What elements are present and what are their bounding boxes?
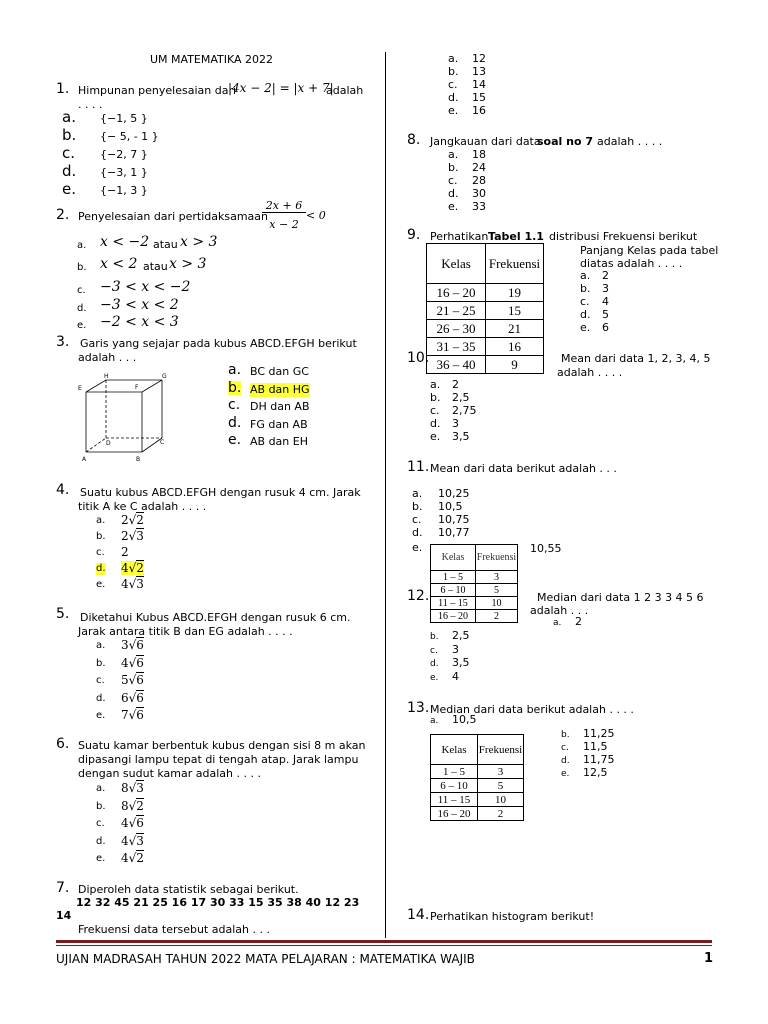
q4-option-c-value: [121, 545, 129, 559]
table-cell-kelas: 16 – 20: [427, 284, 486, 302]
q6-option-c-label: c.: [96, 818, 105, 829]
table-header-frekuensi: Frekuensi: [476, 545, 518, 571]
q1-text: Himpunan penyelesaian dari: [78, 84, 237, 97]
q11-text: Mean dari data berikut adalah . . .: [430, 462, 617, 475]
table-cell-kelas: 16 – 20: [431, 807, 478, 821]
q11-option-e-label: e.: [412, 541, 423, 554]
q12-option-e-value: 4: [452, 670, 459, 683]
q4-radicand: 2: [136, 513, 144, 527]
q5-radicand: 6: [136, 708, 144, 722]
cube-label-b: B: [136, 456, 141, 462]
cube-label-h: H: [104, 373, 109, 380]
q12-option-d-value: 3,5: [452, 656, 470, 669]
table-cell-frekuensi: 10: [476, 597, 518, 610]
footer-rule-thin: [56, 945, 712, 946]
q2-option-e-label: e.: [77, 320, 87, 331]
q2-option-a-value2: x > 3: [180, 234, 218, 250]
q6-option-a-value: [121, 781, 144, 795]
q7-number: 7.: [56, 880, 70, 896]
q2-option-b-value: x < 2: [100, 256, 138, 272]
q10-option-e-label: e.: [430, 430, 441, 443]
table-cell-kelas: 36 – 40: [427, 356, 486, 374]
q4-coefficient: 2: [121, 529, 129, 543]
q4-text-line1: Suatu kubus ABCD.EFGH dengan rusuk 4 cm. Jarak: [80, 486, 361, 499]
q10-option-a-label: a.: [430, 378, 441, 391]
q4-coefficient: 2: [121, 513, 129, 527]
q3-option-e-label: e.: [228, 432, 242, 448]
q1-option-a-value: {−1, 5 }: [100, 112, 148, 125]
q5-option-c-value: [121, 673, 144, 687]
q10-option-d-value: 3: [452, 417, 459, 430]
q13-option-e-value: 12,5: [583, 766, 608, 779]
q10-text-line1: Mean dari data 1, 2, 3, 4, 5: [561, 352, 711, 365]
q9-option-e-value: 6: [602, 321, 609, 334]
q4-radicand: 3: [136, 529, 144, 543]
table-cell-kelas: 31 – 35: [427, 338, 486, 356]
q4-coefficient: 4: [121, 561, 129, 575]
q5-radicand: 6: [136, 690, 144, 705]
q8-option-c-label: c.: [448, 174, 458, 187]
q4-coefficient: 4: [121, 577, 129, 591]
q9-option-d-label: d.: [580, 308, 591, 321]
q5-option-c-label: c.: [96, 675, 105, 686]
q7-option-d-label: d.: [448, 91, 459, 104]
q1-option-b-value: {− 5, - 1 }: [100, 130, 159, 143]
q13-option-c-value: 11,5: [583, 740, 608, 753]
q6-option-e-value: [121, 851, 144, 865]
table-cell-frekuensi: 2: [476, 610, 518, 623]
table-row: [427, 338, 544, 356]
q3-option-a-value: BC dan GC: [250, 365, 309, 378]
table-header-kelas: Kelas: [431, 735, 478, 765]
q6-coefficient: 8: [121, 798, 129, 813]
q9-text-b: Tabel 1.1: [488, 230, 544, 243]
q6-number: 6.: [56, 736, 70, 752]
q7-option-b-label: b.: [448, 65, 459, 78]
q12-option-c-value: 3: [452, 643, 459, 656]
q9-text-a: Perhatikan: [430, 230, 489, 243]
table-cell-kelas: 26 – 30: [427, 320, 486, 338]
q3-number: 3.: [56, 334, 70, 350]
table-header-frekuensi: Frekuensi: [478, 735, 524, 765]
q2-option-b-label: b.: [77, 262, 87, 273]
q11-option-d-label: d.: [412, 526, 423, 539]
q12-text-line1: Median dari data 1 2 3 3 4 5 6: [537, 591, 704, 604]
q9-option-a-label: a.: [580, 269, 591, 282]
q5-option-a-label: a.: [96, 640, 106, 651]
q5-option-e-value: [121, 708, 144, 722]
q2-option-a-label: a.: [77, 240, 87, 251]
q12-option-a-value: 2: [575, 615, 582, 628]
q2-option-c-value: −3 < x < −2: [100, 279, 191, 295]
q11-option-b-label: b.: [412, 500, 423, 513]
q3-option-d-value: FG dan AB: [250, 417, 308, 431]
q3-option-b-label: b.: [228, 379, 242, 396]
table-cell-kelas: 6 – 10: [431, 584, 476, 597]
q8-option-c-value: 28: [472, 174, 486, 187]
q10-option-b-value: 2,5: [452, 391, 470, 404]
q9-side-line1: Panjang Kelas pada tabel: [580, 244, 719, 257]
cube-label-a: A: [82, 456, 87, 462]
q6-option-b-value: [121, 799, 144, 813]
q13-option-a-value: 10,5: [452, 713, 477, 726]
q9-option-b-value: 3: [602, 282, 609, 295]
q1-option-e-label: e.: [62, 180, 76, 198]
table-cell-kelas: 1 – 5: [431, 765, 478, 779]
q4-option-e-value: [121, 577, 144, 591]
q1-option-d-value: {−3, 1 }: [100, 166, 148, 179]
q7-data-line2: 14: [56, 909, 72, 922]
q5-option-a-value: [121, 638, 144, 652]
q2-option-a-value: x < −2: [100, 234, 150, 250]
q5-option-b-value: [121, 656, 144, 670]
q2-option-c-label: c.: [77, 285, 86, 296]
q8-option-d-label: d.: [448, 187, 459, 200]
q4-option-b-label: b.: [96, 531, 106, 542]
q4-option-a-label: a.: [96, 515, 106, 526]
q5-coefficient: 7: [121, 708, 129, 722]
q1-option-c-label: c.: [62, 144, 76, 162]
q6-radicand: 2: [136, 798, 144, 813]
q10-text-line2: adalah . . . .: [557, 366, 623, 379]
q13-option-d-value: 11,75: [583, 753, 615, 766]
table-header-kelas: Kelas: [427, 244, 486, 284]
table-cell-frekuensi: 3: [478, 765, 524, 779]
q13-option-e-label: e.: [561, 769, 570, 779]
q5-text-line1: Diketahui Kubus ABCD.EFGH dengan rusuk 6 cm.: [80, 611, 351, 624]
q1-dots: . . . .: [78, 98, 103, 111]
q10-option-c-label: c.: [430, 404, 440, 417]
q1-option-a-label: a.: [62, 108, 76, 126]
sqrt-icon: √: [128, 851, 137, 865]
q2-option-e-value: −2 < x < 3: [100, 314, 179, 330]
q4-text-line2: titik A ke C adalah . . . .: [78, 500, 207, 513]
sqrt-icon: √: [128, 561, 137, 575]
q6-radicand: 2: [136, 851, 144, 865]
q4-option-c-label: c.: [96, 547, 105, 558]
q1-option-c-value: {−2, 7 }: [100, 148, 148, 161]
q11-option-a-value: 10,25: [438, 487, 470, 500]
q3-text-line2: adalah . . .: [78, 351, 137, 364]
sqrt-icon: √: [128, 816, 137, 830]
q1-number: 1.: [56, 81, 70, 97]
sqrt-icon: √: [128, 673, 137, 687]
q2-number: 2.: [56, 207, 70, 223]
q6-option-d-label: d.: [96, 835, 106, 847]
q2-option-d-value: −3 < x < 2: [100, 297, 179, 313]
q6-coefficient: 4: [121, 816, 129, 830]
sqrt-icon: √: [128, 529, 137, 543]
q1-tail: adalah: [326, 84, 364, 97]
q8-option-d-value: 30: [472, 187, 486, 200]
q7-option-c-label: c.: [448, 78, 458, 91]
q2-option-a-connector: atau: [153, 238, 178, 251]
cube-label-e: E: [78, 385, 82, 392]
q8-text-a: Jangkauan dari data: [430, 135, 541, 148]
table-cell-kelas: 11 – 15: [431, 597, 476, 610]
q1-option-e-value: {−1, 3 }: [100, 184, 148, 197]
q6-coefficient: 4: [121, 833, 129, 848]
sqrt-icon: √: [128, 513, 137, 527]
cube-label-d: D: [106, 440, 111, 447]
table-cell-frekuensi: 5: [478, 779, 524, 793]
q11-option-e-value: 10,55: [530, 542, 562, 555]
q2-option-b-connector: atau: [143, 260, 168, 273]
q12-option-c-label: c.: [430, 646, 438, 656]
q1-expression: |4x − 2| = |x + 7|: [228, 81, 334, 95]
q5-coefficient: 4: [121, 655, 129, 670]
table-row: [431, 584, 518, 597]
q5-coefficient: 3: [121, 638, 129, 652]
footer-text: UJIAN MADRASAH TAHUN 2022 MATA PELAJARAN : MATEMATIKA WAJIB: [56, 952, 475, 966]
q3-option-a-label: a.: [228, 362, 242, 378]
q11-option-a-label: a.: [412, 487, 423, 500]
table-cell-frekuensi: 19: [486, 284, 544, 302]
table-row: [431, 779, 524, 793]
q9-option-a-value: 2: [602, 269, 609, 282]
q10-option-c-value: 2,75: [452, 404, 477, 417]
table-cell-kelas: 21 – 25: [427, 302, 486, 320]
table-cell-frekuensi: 9: [486, 356, 544, 374]
q2-option-d-label: d.: [77, 303, 87, 314]
q4-option-b-value: [121, 529, 144, 543]
table-row: [431, 571, 518, 584]
q11-option-c-value: 10,75: [438, 513, 470, 526]
q7-text-line2: Frekuensi data tersebut adalah . . .: [78, 923, 270, 936]
q13-option-b-value: 11,25: [583, 727, 615, 740]
sqrt-icon: √: [128, 708, 137, 722]
q14-text: Perhatikan histogram berikut!: [430, 910, 595, 923]
q5-coefficient: 5: [121, 673, 129, 687]
q8-option-b-label: b.: [448, 161, 459, 174]
q9-option-c-label: c.: [580, 295, 590, 308]
q6-text-line2: dipasangi lampu tepat di tengah atap. Jarak lampu: [78, 753, 359, 766]
q14-number: 14.: [407, 907, 430, 923]
q10-option-b-label: b.: [430, 391, 441, 404]
q8-option-e-value: 33: [472, 200, 486, 213]
q6-text-line1: Suatu kamar berbentuk kubus dengan sisi 8 m akan: [78, 739, 366, 752]
q6-text-line3: dengan sudut kamar adalah . . . .: [78, 767, 261, 780]
q11-frequency-table: [430, 544, 518, 623]
table-row: [431, 610, 518, 623]
q7-option-e-label: e.: [448, 104, 459, 117]
q12-text-line2: adalah . . .: [530, 604, 589, 617]
q6-radicand: 3: [136, 833, 144, 848]
page-title: UM MATEMATIKA 2022: [150, 53, 274, 66]
q10-option-e-value: 3,5: [452, 430, 470, 443]
sqrt-icon: √: [128, 638, 137, 652]
table-row: [431, 597, 518, 610]
q9-side-line2: diatas adalah . . . .: [580, 257, 683, 270]
table-header-frekuensi: Frekuensi: [486, 244, 544, 284]
q9-option-c-value: 4: [602, 295, 609, 308]
q3-option-c-label: c.: [228, 397, 241, 413]
q3-option-c-value: DH dan AB: [250, 400, 310, 413]
table-cell-frekuensi: 5: [476, 584, 518, 597]
table-row: [431, 793, 524, 807]
q2-text: Penyelesaian dari pertidaksamaan: [78, 210, 268, 223]
q5-option-e-label: e.: [96, 710, 106, 721]
q3-option-e-value: AB dan EH: [250, 435, 308, 448]
q13-text: Median dari data berikut adalah . . . .: [430, 703, 634, 716]
page-number: 1: [704, 951, 714, 966]
q13-option-d-label: d.: [561, 756, 570, 766]
q8-text-c: adalah . . . .: [597, 135, 663, 148]
q6-option-e-label: e.: [96, 853, 106, 864]
q13-option-a-label: a.: [430, 716, 439, 726]
table-cell-kelas: 1 – 5: [431, 571, 476, 584]
table-cell-frekuensi: 3: [476, 571, 518, 584]
q6-option-a-label: a.: [96, 783, 106, 794]
q6-option-c-value: [121, 816, 144, 830]
table-row: [427, 320, 544, 338]
table-cell-frekuensi: 10: [478, 793, 524, 807]
table-cell-kelas: 6 – 10: [431, 779, 478, 793]
q4-number: 4.: [56, 482, 70, 498]
q5-option-d-label: d.: [96, 692, 106, 704]
column-divider: [385, 52, 386, 938]
footer-rule-thick: [56, 940, 712, 943]
q13-frequency-table: [430, 734, 524, 821]
q6-radicand: 6: [136, 816, 144, 830]
table-cell-frekuensi: 15: [486, 302, 544, 320]
sqrt-icon: √: [128, 577, 137, 591]
q3-text-line1: Garis yang sejajar pada kubus ABCD.EFGH berikut: [80, 337, 357, 350]
q12-option-b-value: 2,5: [452, 629, 470, 642]
table-header-kelas: Kelas: [431, 545, 476, 571]
q4-radicand: 2: [136, 561, 144, 575]
q4-option-d-label: d.: [96, 563, 106, 574]
q5-coefficient: 6: [121, 690, 129, 705]
q12-option-b-label: b.: [430, 632, 439, 642]
q5-number: 5.: [56, 606, 70, 622]
q11-option-c-label: c.: [412, 513, 422, 526]
q9-option-b-label: b.: [580, 282, 591, 295]
q8-text-b: soal no 7: [537, 135, 593, 148]
q3-option-b-value: AB dan HG: [250, 382, 310, 396]
q12-option-d-label: d.: [430, 659, 439, 669]
q11-option-d-value: 10,77: [438, 526, 470, 539]
cube-label-g: G: [162, 373, 167, 380]
q9-option-d-value: 5: [602, 308, 609, 321]
table-row: [431, 765, 524, 779]
q10-number: 10.: [407, 350, 430, 366]
q12-option-e-label: e.: [430, 673, 439, 683]
q11-option-b-value: 10,5: [438, 500, 463, 513]
q4-option-a-value: [121, 513, 144, 527]
q7-option-a-label: a.: [448, 52, 459, 65]
q12-option-a-label: a.: [553, 618, 562, 628]
table-cell-kelas: 16 – 20: [431, 610, 476, 623]
q11-number: 11.: [407, 459, 430, 475]
sqrt-icon: √: [128, 655, 137, 670]
table-row: [427, 284, 544, 302]
q2-fraction-denominator: x − 2: [269, 218, 299, 231]
q10-option-d-label: d.: [430, 417, 441, 430]
q7-option-b-value: 13: [472, 65, 486, 78]
q6-option-b-label: b.: [96, 800, 106, 812]
q13-option-b-label: b.: [561, 730, 570, 740]
q5-radicand: 6: [136, 655, 144, 670]
q5-radicand: 6: [136, 638, 144, 652]
q7-option-e-value: 16: [472, 104, 486, 117]
q8-option-a-label: a.: [448, 148, 459, 161]
sqrt-icon: √: [128, 690, 137, 705]
q4-option-d-value: [121, 561, 144, 575]
q8-option-a-value: 18: [472, 148, 486, 161]
q6-radicand: 3: [136, 781, 144, 795]
q10-option-a-value: 2: [452, 378, 459, 391]
q12-number: 12.: [407, 588, 430, 604]
q7-option-d-value: 15: [472, 91, 486, 104]
q2-fraction-numerator: 2x + 6: [262, 199, 306, 213]
q1-option-b-label: b.: [62, 126, 77, 144]
sqrt-icon: √: [128, 798, 137, 813]
cube-diagram: [72, 370, 182, 462]
q5-option-b-label: b.: [96, 657, 106, 669]
q9-text-c: distribusi Frekuensi berikut: [549, 230, 698, 243]
q7-option-c-value: 14: [472, 78, 486, 91]
q9-frequency-table: [426, 243, 544, 374]
q6-coefficient: 8: [121, 781, 129, 795]
q5-text-line2: Jarak antara titik B dan EG adalah . . . .: [78, 625, 293, 638]
q6-coefficient: 4: [121, 851, 129, 865]
q3-option-d-label: d.: [228, 414, 242, 431]
table-row: [427, 356, 544, 374]
q5-radicand: 6: [136, 673, 144, 687]
q13-option-c-label: c.: [561, 743, 569, 753]
table-cell-frekuensi: 2: [478, 807, 524, 821]
q4-radicand: 3: [136, 577, 144, 591]
q9-number: 9.: [407, 227, 421, 243]
table-row: [427, 302, 544, 320]
q5-option-d-value: [121, 691, 144, 705]
q6-option-d-value: [121, 834, 144, 848]
table-cell-kelas: 11 – 15: [431, 793, 478, 807]
q9-option-e-label: e.: [580, 321, 591, 334]
q1-option-d-label: d.: [62, 162, 77, 180]
table-cell-frekuensi: 21: [486, 320, 544, 338]
q7-text-line1: Diperoleh data statistik sebagai berikut.: [78, 883, 299, 896]
q2-relation: < 0: [306, 209, 326, 222]
q4-option-e-label: e.: [96, 579, 106, 590]
q7-data-line1: 12 32 45 21 25 16 17 30 33 15 35 38 40 12 23: [76, 896, 360, 909]
sqrt-icon: √: [128, 781, 137, 795]
sqrt-icon: √: [128, 833, 137, 848]
q4-coefficient: 2: [121, 545, 129, 559]
q7-option-a-value: 12: [472, 52, 486, 65]
cube-label-f: F: [135, 384, 139, 391]
table-cell-frekuensi: 16: [486, 338, 544, 356]
q8-option-b-value: 24: [472, 161, 486, 174]
q8-option-e-label: e.: [448, 200, 459, 213]
q13-number: 13.: [407, 700, 430, 716]
q8-number: 8.: [407, 132, 421, 148]
table-row: [431, 807, 524, 821]
q2-option-b-value2: x > 3: [169, 256, 207, 272]
cube-label-c: C: [160, 439, 165, 446]
